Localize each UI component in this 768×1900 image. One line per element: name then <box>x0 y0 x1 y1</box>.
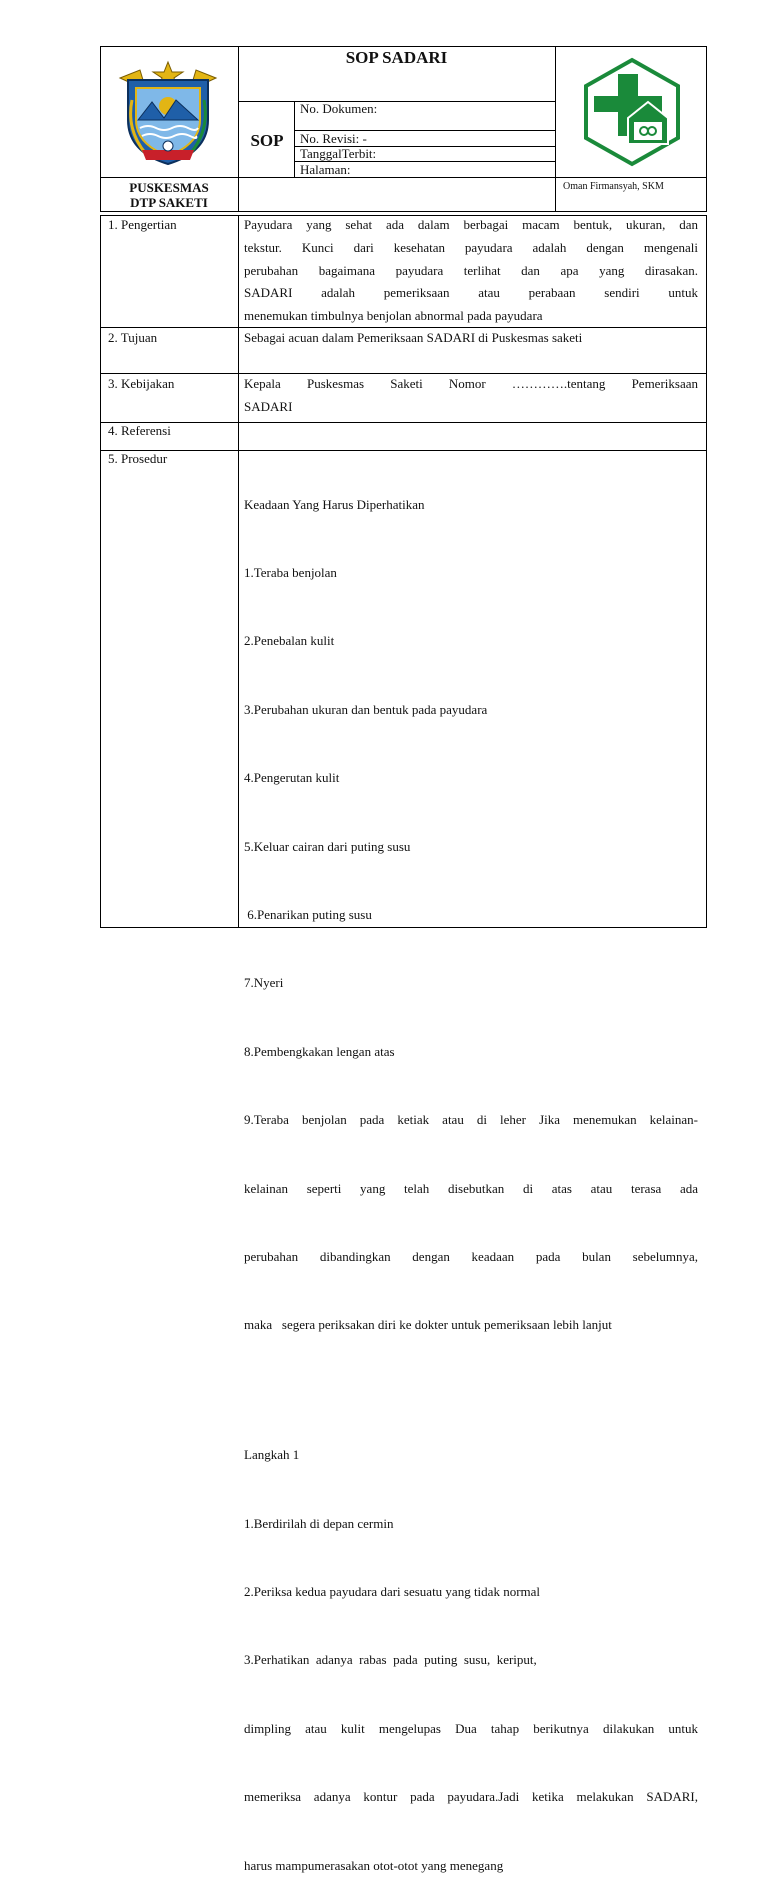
text-line: 2.Periksa kedua payudara dari sesuatu yang tidak normal <box>244 1584 541 1600</box>
text-line: menemukan timbulnya benjolan abnormal pada payudara <box>244 308 543 324</box>
text-line: 5.Keluar cairan dari puting susu <box>244 838 411 854</box>
text-line: kelainan seperti yang telah disebutkan di atas atau terasa ada <box>244 1180 698 1196</box>
section-label-referensi: 4. Referensi <box>108 423 171 438</box>
text-line: Keadaan Yang Harus Diperhatikan <box>244 496 425 512</box>
text-line: 8.Pembengkakan lengan atas <box>244 1043 395 1059</box>
no-dokumen: No. Dokumen: <box>300 101 378 116</box>
section-content-pengertian <box>244 214 698 328</box>
signatory: Oman Firmansyah, SKM <box>563 181 664 192</box>
text-line: 3.Perubahan ukuran dan bentuk pada payudara <box>244 701 488 717</box>
text-line: 2.Penebalan kulit <box>244 633 335 649</box>
regional-emblem <box>112 60 224 168</box>
text-line: Kepala Puskesmas Saketi Nomor ………….tentang Pemeriksaan <box>244 376 698 391</box>
text-line: Payudara yang sehat ada dalam berbagai macam bentuk, ukuran, dan <box>244 217 698 232</box>
text-line: 7.Nyeri <box>244 975 284 991</box>
no-revisi: No. Revisi: - <box>300 131 367 146</box>
text-line: memeriksa adanya kontur pada payudara.Jadi ketika melakukan SADARI, <box>244 1789 698 1805</box>
text-line-blank <box>244 1383 698 1399</box>
section-label-pengertian: 1. Pengertian <box>108 217 177 232</box>
text-line: tekstur. Kunci dari kesehatan payudara adalah dengan mengenali <box>244 239 698 255</box>
section-label-prosedur: 5. Prosedur <box>108 451 168 466</box>
text-line: maka segera periksakan diri ke dokter untuk pemeriksaan lebih lanjut <box>244 1317 612 1333</box>
text-line: 1.Berdirilah di depan cermin <box>244 1515 394 1531</box>
section-content-prosedur <box>244 448 698 1900</box>
text-line: 9.Teraba benjolan pada ketiak atau di leher Jika menemukan kelainan- <box>244 1112 698 1128</box>
text-line: perubahan dibandingkan dengan keadaan pada bulan sebelumnya, <box>244 1248 698 1264</box>
text-line: Langkah 1 <box>244 1447 300 1463</box>
page-title: SOP SADARI <box>345 48 448 67</box>
section-content-kebijakan <box>244 373 698 419</box>
halaman: Halaman: <box>300 162 351 177</box>
text-line: 4.Pengerutan kulit <box>244 770 340 786</box>
section-label-tujuan: 2. Tujuan <box>108 330 158 345</box>
institution-subname: DTP SAKETI <box>130 195 208 210</box>
text-line: SADARI <box>244 398 293 414</box>
sop-label: SOP <box>250 131 284 150</box>
text-line: SADARI adalah pemeriksaan atau perabaan sendiri untuk <box>244 285 698 301</box>
text-line: dimpling atau kulit mengelupas Dua tahap berikutnya dilakukan untuk <box>244 1720 698 1736</box>
institution-name: PUSKESMAS <box>129 180 209 195</box>
section-label-kebijakan: 3. Kebijakan <box>108 376 175 391</box>
text-line: harus mampumerasakan otot-otot yang menegang <box>244 1857 504 1873</box>
text-line: Sebagai acuan dalam Pemeriksaan SADARI di Puskesmas saketi <box>244 330 583 345</box>
text-line: 6.Penarikan puting susu <box>244 906 372 922</box>
puskesmas-logo <box>576 56 688 168</box>
text-line: 3.Perhatikan adanya rabas pada puting susu, keriput, <box>244 1652 537 1668</box>
tanggal-terbit: TanggalTerbit: <box>300 146 377 161</box>
section-content-tujuan <box>244 327 698 350</box>
text-line: 1.Teraba benjolan <box>244 564 337 580</box>
text-line: perubahan bagaimana payudara terlihat dan apa yang dirasakan. <box>244 262 698 278</box>
